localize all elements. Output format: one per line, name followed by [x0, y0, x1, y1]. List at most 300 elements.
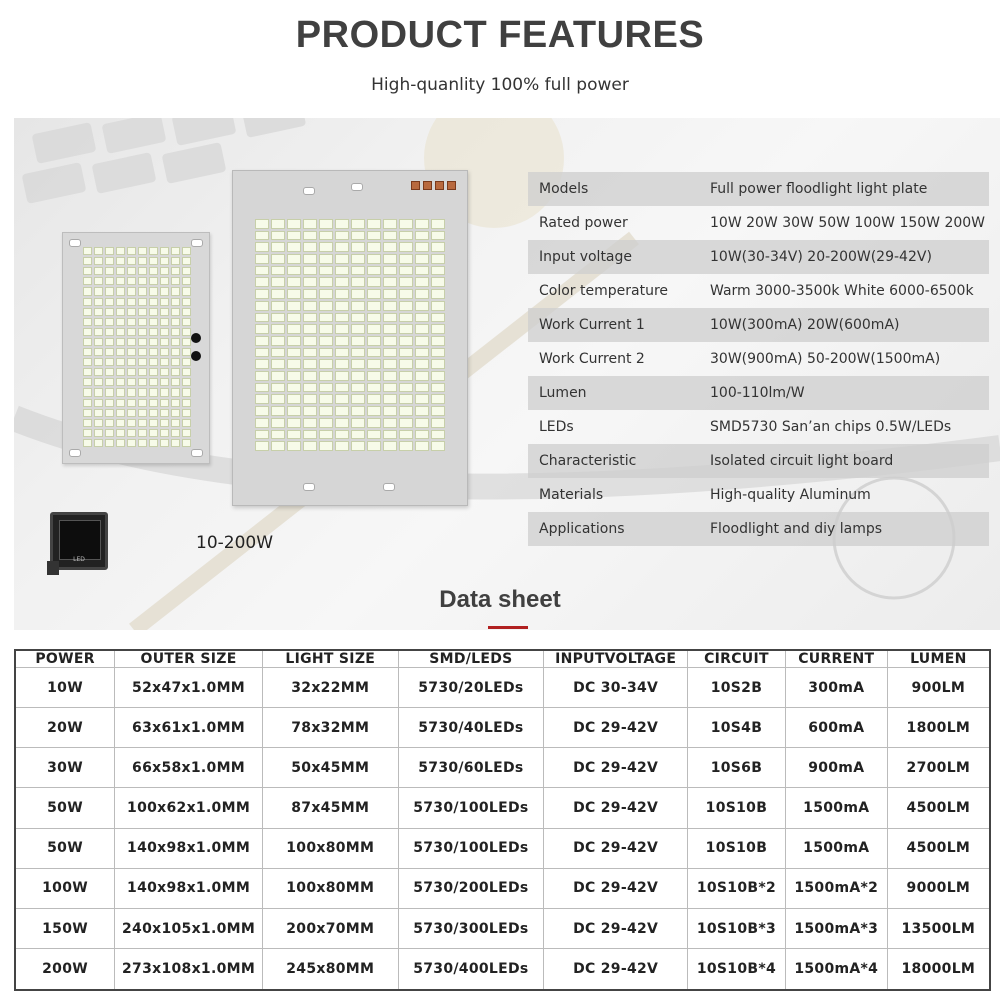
- led-chip: [271, 301, 285, 311]
- table-cell: 50W: [15, 788, 115, 828]
- led-chip: [94, 429, 103, 437]
- led-chip: [399, 266, 413, 276]
- led-chip: [287, 336, 301, 346]
- led-chip: [138, 267, 147, 275]
- table-cell: DC 29-42V: [544, 868, 688, 908]
- datasheet-table: [14, 649, 991, 991]
- spec-value: 30W(900mA) 50-200W(1500mA): [710, 351, 941, 367]
- led-chip: [83, 318, 92, 326]
- led-chip: [94, 388, 103, 396]
- led-chip: [160, 409, 169, 417]
- led-chip: [319, 371, 333, 381]
- led-chip: [171, 308, 180, 316]
- led-chip: [431, 301, 445, 311]
- led-chip: [182, 419, 191, 427]
- led-chip: [399, 219, 413, 229]
- led-chip: [415, 348, 429, 358]
- led-chip: [319, 242, 333, 252]
- led-chip: [287, 254, 301, 264]
- led-chip: [303, 418, 317, 428]
- led-chip: [303, 289, 317, 299]
- led-chip: [367, 348, 381, 358]
- led-chip: [182, 267, 191, 275]
- table-cell: 300mA: [785, 668, 887, 708]
- table-cell: 63x61x1.0MM: [115, 708, 263, 748]
- solder-pad: [411, 181, 420, 190]
- led-chip: [138, 419, 147, 427]
- led-chip: [116, 318, 125, 326]
- led-chip: [160, 338, 169, 346]
- led-chip: [171, 328, 180, 336]
- column-header: CIRCUIT: [688, 650, 786, 668]
- solder-pad: [447, 181, 456, 190]
- led-chip: [105, 277, 114, 285]
- table-cell: 66x58x1.0MM: [115, 748, 263, 788]
- led-chip: [138, 368, 147, 376]
- led-chip: [94, 368, 103, 376]
- table-row: [15, 868, 990, 908]
- led-chip: [303, 348, 317, 358]
- led-chip: [127, 308, 136, 316]
- led-chip: [160, 277, 169, 285]
- led-chip: [94, 348, 103, 356]
- table-cell: 10S2B: [688, 668, 786, 708]
- led-chip: [367, 418, 381, 428]
- led-chip: [83, 267, 92, 275]
- led-chip: [127, 287, 136, 295]
- table-cell: 1500mA: [785, 828, 887, 868]
- led-chip: [431, 394, 445, 404]
- led-chip: [160, 439, 169, 447]
- led-chip: [351, 383, 365, 393]
- led-chip: [287, 242, 301, 252]
- led-chip: [138, 378, 147, 386]
- led-chip: [149, 399, 158, 407]
- led-chip: [415, 359, 429, 369]
- table-cell: 10S4B: [688, 708, 786, 748]
- led-chip: [303, 301, 317, 311]
- spec-label: Work Current 1: [539, 317, 645, 333]
- column-header: LUMEN: [887, 650, 990, 668]
- led-chip: [149, 328, 158, 336]
- spec-row: [528, 512, 989, 546]
- led-chip: [335, 324, 349, 334]
- led-chip: [383, 336, 397, 346]
- led-chip: [431, 254, 445, 264]
- led-chip: [149, 257, 158, 265]
- led-chip: [182, 399, 191, 407]
- solder-pad: [435, 181, 444, 190]
- led-chip: [335, 359, 349, 369]
- led-chip: [415, 301, 429, 311]
- led-chip: [431, 418, 445, 428]
- led-chip: [399, 383, 413, 393]
- led-chip: [138, 308, 147, 316]
- led-chip: [182, 439, 191, 447]
- led-chip: [287, 324, 301, 334]
- led-chip: [94, 358, 103, 366]
- led-chip: [105, 439, 114, 447]
- led-chip: [335, 383, 349, 393]
- led-chip: [335, 254, 349, 264]
- led-chip: [160, 388, 169, 396]
- led-chip: [271, 219, 285, 229]
- led-chip: [271, 289, 285, 299]
- led-chip: [105, 399, 114, 407]
- led-chip: [383, 394, 397, 404]
- table-cell: 1500mA*4: [785, 949, 887, 990]
- led-chip: [399, 277, 413, 287]
- led-chip: [171, 247, 180, 255]
- led-chip: [171, 298, 180, 306]
- mount-hole: [303, 483, 315, 491]
- led-chip: [116, 328, 125, 336]
- led-chip: [415, 406, 429, 416]
- led-chip: [160, 328, 169, 336]
- led-chip: [255, 441, 269, 451]
- table-cell: 4500LM: [887, 828, 990, 868]
- led-chip: [319, 430, 333, 440]
- led-chip: [94, 277, 103, 285]
- led-chip: [255, 324, 269, 334]
- mount-hole: [69, 239, 81, 247]
- led-chip: [383, 348, 397, 358]
- led-chip: [351, 301, 365, 311]
- led-chip: [182, 318, 191, 326]
- led-chip: [105, 318, 114, 326]
- led-chip: [271, 231, 285, 241]
- led-chip: [105, 338, 114, 346]
- led-chip: [367, 254, 381, 264]
- led-chip: [287, 313, 301, 323]
- led-chip: [303, 277, 317, 287]
- led-chip: [171, 409, 180, 417]
- spec-value: 10W(300mA) 20W(600mA): [710, 317, 900, 333]
- table-cell: 200x70MM: [262, 908, 398, 948]
- led-chip: [367, 289, 381, 299]
- spec-row: [528, 342, 989, 376]
- led-chip: [116, 247, 125, 255]
- led-chip: [149, 409, 158, 417]
- led-chip: [303, 219, 317, 229]
- led-chip: [138, 328, 147, 336]
- led-chip: [335, 219, 349, 229]
- led-chip: [415, 418, 429, 428]
- led-chip: [83, 388, 92, 396]
- spec-label: Color temperature: [539, 283, 669, 299]
- led-chip: [431, 324, 445, 334]
- led-chip: [149, 388, 158, 396]
- led-chip: [182, 358, 191, 366]
- led-chip: [160, 368, 169, 376]
- led-chip: [399, 359, 413, 369]
- led-chip: [83, 429, 92, 437]
- table-cell: 10S10B: [688, 788, 786, 828]
- led-chip: [127, 358, 136, 366]
- led-chip: [383, 231, 397, 241]
- led-chip: [303, 430, 317, 440]
- led-chip: [105, 368, 114, 376]
- led-chip: [171, 439, 180, 447]
- led-chip: [431, 266, 445, 276]
- led-chip: [351, 336, 365, 346]
- led-chip: [116, 267, 125, 275]
- led-chip: [351, 289, 365, 299]
- led-chip: [319, 336, 333, 346]
- table-row: [15, 828, 990, 868]
- table-cell: 100x80MM: [262, 868, 398, 908]
- led-chip: [383, 301, 397, 311]
- column-header: LIGHT SIZE: [262, 650, 398, 668]
- led-chip: [415, 231, 429, 241]
- mount-hole: [69, 449, 81, 457]
- led-chip: [351, 324, 365, 334]
- spec-row: [528, 410, 989, 444]
- led-chip: [171, 348, 180, 356]
- led-chip: [271, 266, 285, 276]
- led-chip: [255, 348, 269, 358]
- led-chip: [83, 287, 92, 295]
- led-chip: [105, 298, 114, 306]
- datasheet-title: Data sheet: [439, 586, 561, 613]
- led-chip: [335, 231, 349, 241]
- spec-label: LEDs: [539, 419, 574, 435]
- led-chip: [105, 429, 114, 437]
- led-chip: [149, 368, 158, 376]
- led-chip: [149, 308, 158, 316]
- spec-label: Characteristic: [539, 453, 637, 469]
- spec-value: Isolated circuit light board: [710, 453, 894, 469]
- led-chip: [319, 277, 333, 287]
- led-chip: [149, 318, 158, 326]
- column-header: POWER: [15, 650, 115, 668]
- led-chip: [431, 441, 445, 451]
- led-chip: [94, 338, 103, 346]
- led-chip: [160, 267, 169, 275]
- table-cell: 5730/200LEDs: [398, 868, 544, 908]
- led-chip: [383, 441, 397, 451]
- led-chip: [127, 368, 136, 376]
- led-chip: [351, 266, 365, 276]
- led-chip: [383, 254, 397, 264]
- led-chip: [431, 383, 445, 393]
- led-chip: [171, 429, 180, 437]
- led-chip: [105, 419, 114, 427]
- led-chip: [319, 324, 333, 334]
- led-chip: [383, 430, 397, 440]
- mount-hole: [191, 239, 203, 247]
- table-cell: 5730/400LEDs: [398, 949, 544, 990]
- led-chip: [383, 406, 397, 416]
- led-chip: [149, 287, 158, 295]
- led-chip: [116, 419, 125, 427]
- led-chip: [335, 242, 349, 252]
- led-chip: [255, 219, 269, 229]
- led-chip: [319, 441, 333, 451]
- led-chip: [127, 267, 136, 275]
- led-chip: [255, 418, 269, 428]
- table-cell: 4500LM: [887, 788, 990, 828]
- led-chip: [94, 257, 103, 265]
- led-chip: [271, 359, 285, 369]
- led-chip: [351, 231, 365, 241]
- led-chip: [160, 318, 169, 326]
- table-cell: 5730/100LEDs: [398, 788, 544, 828]
- led-chip: [255, 266, 269, 276]
- led-chip: [182, 368, 191, 376]
- table-cell: 100x80MM: [262, 828, 398, 868]
- led-chip: [367, 371, 381, 381]
- led-chip: [415, 336, 429, 346]
- led-chip: [335, 418, 349, 428]
- led-chip: [367, 231, 381, 241]
- table-header-row: [15, 650, 990, 668]
- led-chip: [105, 287, 114, 295]
- led-chip: [105, 358, 114, 366]
- led-chip: [415, 313, 429, 323]
- led-chip: [399, 254, 413, 264]
- led-chip: [335, 394, 349, 404]
- spec-row: [528, 206, 989, 240]
- table-cell: 900LM: [887, 668, 990, 708]
- table-cell: 13500LM: [887, 908, 990, 948]
- led-chip: [271, 336, 285, 346]
- table-cell: 32x22MM: [262, 668, 398, 708]
- led-chip: [287, 383, 301, 393]
- led-chip: [127, 439, 136, 447]
- spec-value: 10W 20W 30W 50W 100W 150W 200W: [710, 215, 986, 231]
- spec-row: [528, 274, 989, 308]
- led-chip: [116, 439, 125, 447]
- led-chip: [303, 324, 317, 334]
- column-header: CURRENT: [785, 650, 887, 668]
- table-cell: 10S10B*3: [688, 908, 786, 948]
- led-chip: [367, 383, 381, 393]
- led-chip: [271, 394, 285, 404]
- spec-value: Warm 3000-3500k White 6000-6500k: [710, 283, 974, 299]
- led-chip: [415, 441, 429, 451]
- led-chip: [83, 419, 92, 427]
- led-chip: [335, 406, 349, 416]
- led-chip: [138, 338, 147, 346]
- led-chip: [415, 324, 429, 334]
- column-header: INPUTVOLTAGE: [544, 650, 688, 668]
- led-chip: [431, 242, 445, 252]
- floodlight-stand: [47, 561, 59, 575]
- page-subtitle: High-quanlity 100% full power: [371, 75, 629, 95]
- led-chip: [271, 254, 285, 264]
- led-chip: [319, 383, 333, 393]
- led-chip: [319, 289, 333, 299]
- led-chip: [116, 298, 125, 306]
- small-led-board-image: [62, 232, 210, 464]
- led-chip: [383, 242, 397, 252]
- table-cell: 200W: [15, 949, 115, 990]
- table-cell: 10W: [15, 668, 115, 708]
- led-chip: [287, 394, 301, 404]
- solder-point: [191, 351, 201, 361]
- led-chip: [127, 298, 136, 306]
- led-chip: [367, 441, 381, 451]
- led-chip: [303, 336, 317, 346]
- led-chip: [383, 383, 397, 393]
- spec-value: 100-110lm/W: [710, 385, 805, 401]
- led-chip: [399, 348, 413, 358]
- mount-hole: [303, 187, 315, 195]
- led-chip: [182, 378, 191, 386]
- led-chip: [138, 287, 147, 295]
- led-chip: [116, 277, 125, 285]
- led-chip: [182, 257, 191, 265]
- led-chip: [94, 318, 103, 326]
- spec-value: 10W(30-34V) 20-200W(29-42V): [710, 249, 932, 265]
- led-chip: [105, 267, 114, 275]
- table-cell: 140x98x1.0MM: [115, 828, 263, 868]
- led-chip: [255, 254, 269, 264]
- led-chip: [94, 298, 103, 306]
- led-chip: [351, 254, 365, 264]
- led-chip: [271, 277, 285, 287]
- led-chip: [319, 254, 333, 264]
- led-chip: [255, 359, 269, 369]
- led-chip: [83, 308, 92, 316]
- table-cell: 9000LM: [887, 868, 990, 908]
- led-chip: [319, 394, 333, 404]
- led-chip: [399, 394, 413, 404]
- led-chip: [255, 277, 269, 287]
- led-chip: [138, 399, 147, 407]
- led-chip: [383, 219, 397, 229]
- table-cell: 900mA: [785, 748, 887, 788]
- led-chip: [319, 231, 333, 241]
- led-chip: [431, 430, 445, 440]
- led-chip: [399, 430, 413, 440]
- led-chip: [399, 242, 413, 252]
- led-chip: [83, 378, 92, 386]
- spec-label: Models: [539, 181, 589, 197]
- led-chip: [415, 383, 429, 393]
- led-chip: [367, 219, 381, 229]
- led-chip: [182, 247, 191, 255]
- led-grid: [83, 247, 191, 447]
- led-chip: [138, 429, 147, 437]
- spec-label: Applications: [539, 521, 625, 537]
- led-chip: [319, 418, 333, 428]
- led-chip: [127, 277, 136, 285]
- led-chip: [431, 289, 445, 299]
- led-chip: [255, 242, 269, 252]
- led-chip: [127, 419, 136, 427]
- led-chip: [94, 308, 103, 316]
- led-chip: [335, 289, 349, 299]
- spec-value: Full power floodlight light plate: [710, 181, 928, 197]
- table-cell: 18000LM: [887, 949, 990, 990]
- led-chip: [431, 348, 445, 358]
- floodlight-label: LED: [73, 556, 85, 563]
- led-chip: [303, 406, 317, 416]
- table-cell: 5730/20LEDs: [398, 668, 544, 708]
- led-chip: [367, 301, 381, 311]
- led-chip: [171, 257, 180, 265]
- led-chip: [287, 301, 301, 311]
- spec-row: [528, 308, 989, 342]
- table-cell: 1500mA: [785, 788, 887, 828]
- led-chip: [287, 348, 301, 358]
- led-chip: [160, 358, 169, 366]
- title-underline: [488, 626, 528, 629]
- led-chip: [271, 242, 285, 252]
- led-chip: [303, 383, 317, 393]
